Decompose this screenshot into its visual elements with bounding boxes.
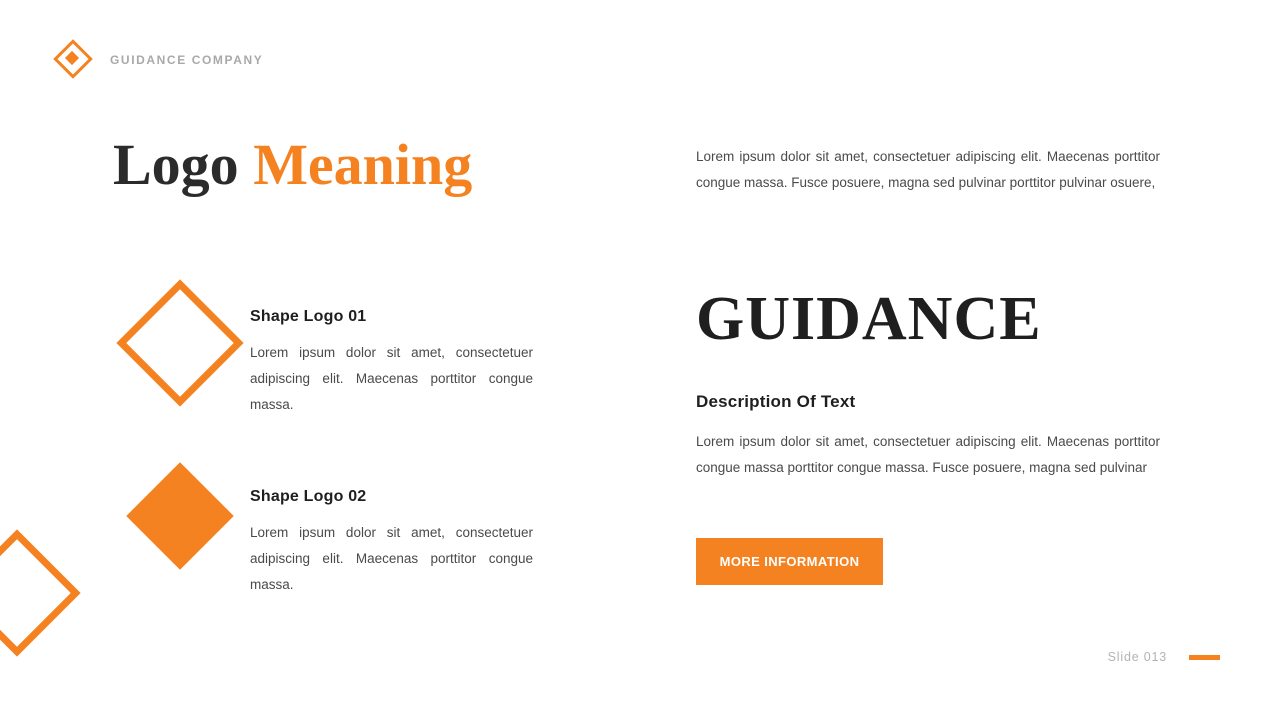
description-heading: Description Of Text bbox=[696, 392, 856, 411]
feature-title: Shape Logo 02 bbox=[250, 488, 367, 505]
diamond-solid-icon bbox=[110, 476, 250, 554]
feature-text-block bbox=[250, 476, 580, 598]
headline-word: GUIDANCE bbox=[696, 285, 1042, 353]
diamond-outline-icon bbox=[110, 296, 250, 388]
diamond-logo-icon bbox=[56, 42, 92, 78]
chevron-decoration-icon bbox=[0, 529, 81, 656]
brand-header bbox=[56, 42, 263, 78]
feature-body: Lorem ipsum dolor sit amet, consectetuer adipiscing elit. Maecenas porttitor congue massa. bbox=[250, 345, 533, 412]
page-title-part1: Logo bbox=[113, 132, 254, 197]
feature-body: Lorem ipsum dolor sit amet, consectetuer adipiscing elit. Maecenas porttitor congue massa. bbox=[250, 525, 533, 592]
slide-number: Slide 013 bbox=[1107, 650, 1167, 664]
intro-paragraph: Lorem ipsum dolor sit amet, consectetuer adipiscing elit. Maecenas porttitor congue massa. Fusce posuere, magna sed pulvinar porttitor pulvinar osuere, bbox=[696, 149, 1160, 190]
page-title bbox=[113, 133, 472, 197]
feature-list bbox=[110, 296, 580, 656]
more-information-button[interactable]: MORE INFORMATION bbox=[696, 538, 883, 585]
list-item bbox=[110, 296, 580, 418]
feature-text-block bbox=[250, 296, 580, 418]
description-paragraph: Lorem ipsum dolor sit amet, consectetuer adipiscing elit. Maecenas porttitor congue massa porttitor congue massa. Fusce posuere, magna sed pulvinar bbox=[696, 434, 1160, 475]
page-title-part2: Meaning bbox=[253, 132, 473, 197]
list-item bbox=[110, 476, 580, 598]
feature-title: Shape Logo 01 bbox=[250, 308, 367, 325]
brand-name: GUIDANCE COMPANY bbox=[110, 53, 264, 67]
footer-accent-bar bbox=[1189, 655, 1220, 660]
intro-block bbox=[696, 144, 1160, 196]
slide-footer bbox=[1108, 650, 1220, 664]
